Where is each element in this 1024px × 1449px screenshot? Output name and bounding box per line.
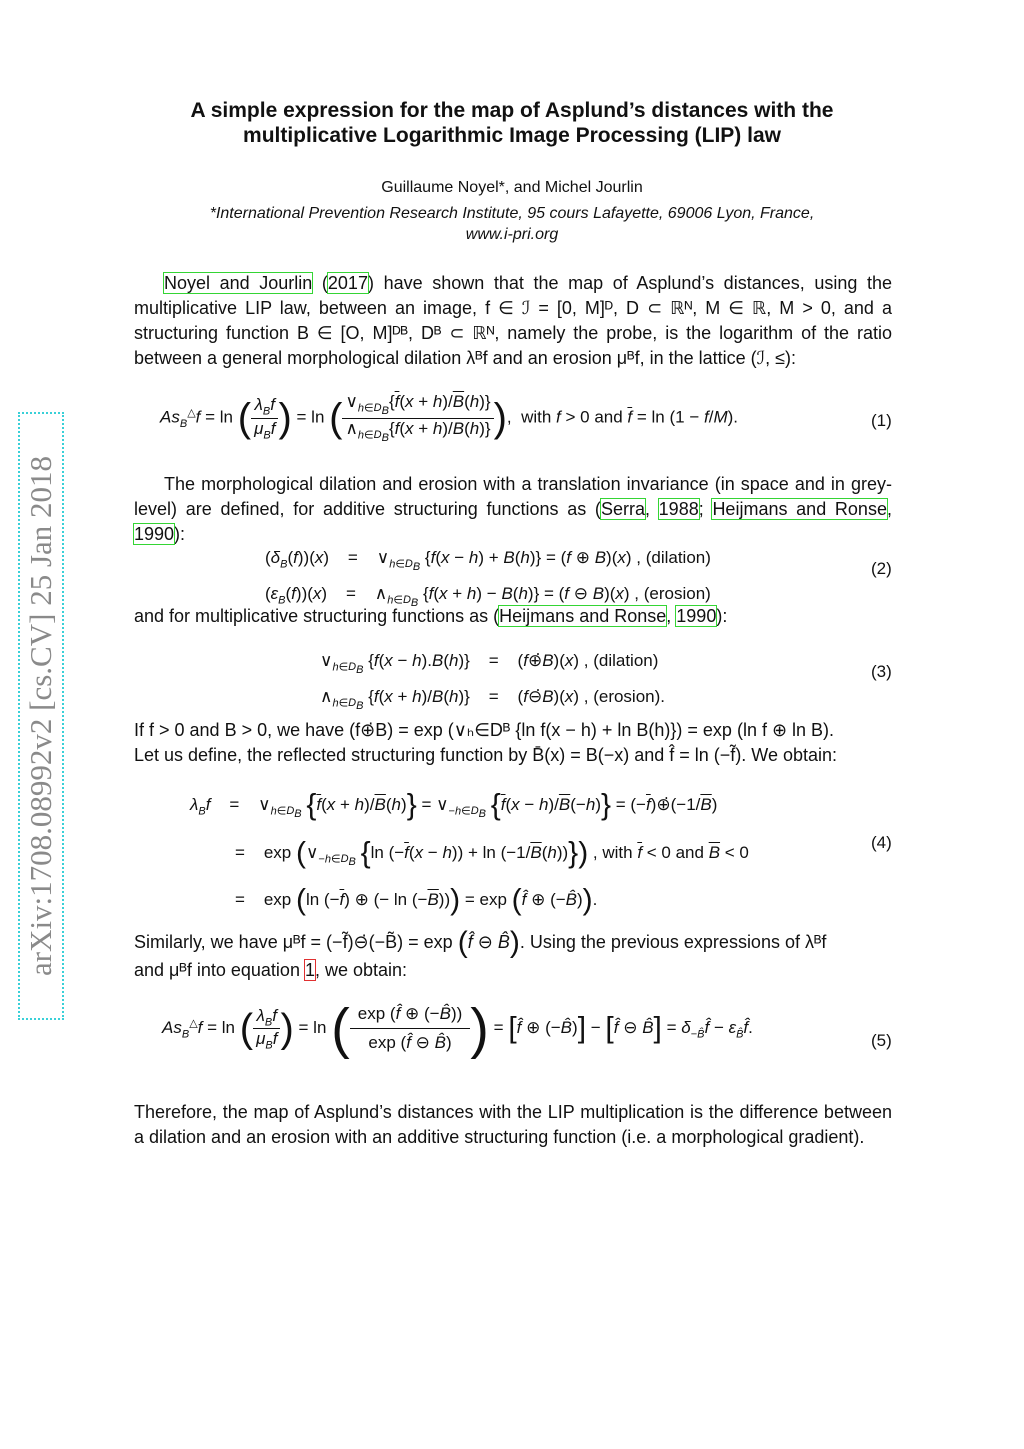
paragraph-multiplicative-text: and for multiplicative structuring functions as (: [134, 606, 500, 626]
paragraph-similarly: Similarly, we have μᴮf = (−f̃)⊖̇(−B̃) = exp (f̂ ⊖ B̂). Using the previous expressions of λᴮf and μᴮf into equation 1, we obtain:: [134, 926, 827, 980]
citation-year-1990[interactable]: 1990: [134, 524, 175, 544]
paper-title: [150, 98, 874, 148]
paragraph-reflected: [134, 718, 892, 768]
equation-2: $(\delta_B(f))(x)$ = $\vee_{h\in D_B}$ {f(x − h) + B(h)} = (f ⊕ B)(x) , (dilation) $(\varepsilon_B(f))(x)$ = $\wedge_{h\in D_B}$ {f(x + h) − B(h)} = (f ⊖ B)(x) , (erosion): [265, 548, 711, 610]
equation-1-link[interactable]: 1: [304, 960, 315, 980]
title-line-1: A simple expression for the map of Asplund’s distances with the: [190, 99, 834, 122]
paragraph-reflected-line-1: If f > 0 and B > 0, we have (f⊕̇B) = exp (∨ₕ∈Dᴮ {ln f(x − h) + ln B(h)}) = exp (ln f ⊕ ln B).: [134, 720, 835, 740]
citation-heijmans-ronse[interactable]: Heijmans and Ronse: [712, 499, 887, 519]
paragraph-intro-text: have shown that the map of Asplund’s distances, using the multiplicative LIP law, between an image, f ∈ ℐ = [0, M]ᴰ, D ⊂ ℝᴺ, M ∈ ℝ, M > 0, and a structuring function B ∈ [O, M]ᴰᴮ, Dᴮ ⊂ ℝᴺ, namely the probe, is the logarithm of the ratio between a general morphological dilation λᴮf and an erosion μᴮf, in the lattice (ℐ, ≤):: [134, 273, 892, 368]
citation-year-1988[interactable]: 1988: [658, 499, 699, 519]
paragraph-similarly-text-a: Similarly, we have μᴮf = (−f̃)⊖̇(−B̃) = exp: [134, 931, 453, 952]
equation-2-number: (2): [871, 559, 892, 578]
paragraph-definitions: The morphological dilation and erosion with a translation invariance (in space and in grey-level) are defined, for additive structuring functions as (Serra, 1988; Heijmans and Ronse, 1990):: [134, 474, 892, 544]
citation-heijmans-ronse-2[interactable]: Heijmans and Ronse: [499, 606, 667, 626]
citation-serra[interactable]: Serra: [600, 499, 645, 519]
affiliation-line-2: www.i-pri.org: [465, 226, 559, 243]
citation-noyel-jourlin[interactable]: Noyel and Jourlin: [164, 273, 313, 293]
equation-5-number: (5): [871, 1031, 892, 1050]
paragraph-similarly-text-c: and μᴮf into equation: [134, 960, 300, 980]
paragraph-similarly-text-d: , we obtain:: [315, 960, 408, 980]
citation-year-1990-2[interactable]: 1990: [676, 606, 717, 626]
equation-3: $\vee_{h\in D_B}$ {f(x − h).B(h)} = (f⊕̇B)(x) , (dilation) $\wedge_{h\in D_B}$ {f(x + h)/B(h)} = (f⊖̇B)(x) , (erosion).: [320, 651, 666, 713]
equation-5: $As_B^\triangle f = \ln$ ( $\frac{\lambda_Bf}{\mu_Bf}$ ) = ln ( $\frac{\exp (f̂ \oplus (-B̂))}{\exp (f̂ ⊖ B̂)}$ ) = [f̂ ⊕ (−B̂)] − [f̂ ⊖ B̂] = $\delta_{-B̂}f̂$ − $\varepsilon_{B̂}f̂$.: [162, 996, 753, 1060]
paragraph-multiplicative: and for multiplicative structuring functions as (Heijmans and Ronse, 1990):: [134, 606, 728, 626]
paragraph-reflected-line-2: Let us define, the reflected structuring function by B̄(x) = B(−x) and f̂ = ln (−f̃). We obtain:: [134, 745, 838, 765]
paragraph-intro: Noyel and Jourlin (2017) have shown that the map of Asplund’s distances, using the multiplicative LIP law, between an image, f ∈ ℐ = [0, M]ᴰ, D ⊂ ℝᴺ, M ∈ ℝ, M > 0, and a structuring function B ∈ [O, M]ᴰᴮ, Dᴮ ⊂ ℝᴺ, namely the probe, is the logarithm of the ratio between a general morphological dilation λᴮf and an erosion μᴮf, in the lattice (ℐ, ≤):: [134, 273, 892, 368]
affiliation: [150, 203, 874, 245]
equation-4-number: (4): [871, 833, 892, 852]
arxiv-side-stamp: [18, 412, 64, 1020]
equation-1: $As_B^\triangle f = \ln$ ( $\frac{\lambda_Bf}{\mu_Bf}$ ) = ln ( $\frac{\vee_{h\in D_B}\{\overline{f}(x + h)/\overline{B}(h)\}}{\wedge_{h\in D_B}\{\overline{f}(x + h)/\overline{B}(h)\}}$ ), with f > 0 and $\overline{f} = \ln (1 - f/M)$.: [160, 392, 739, 445]
equation-4: $\lambda_Bf$ = $\vee_{h\in D_B}$ $\{\overline{f}(x + h)/\overline{B}(h)\}$ = $\vee_{-h\in D_B}$ $\{\overline{f}(x - h)/\overline{B}(-h)\}$ = $(-\overline{f})\opluṡ(-1/\overline{B})$ = $\exp (\vee_{-h\in D_B}$ {ln $(-\overline{f}(x - h)) + \ln (-1/\overline{B}(h))$}) , with $\overline{f} < 0$ and $\overline{B} < 0$ = exp (ln $(-\overline{f})$ ⊕ (− $\ln (-\overline{B}))) = \exp$ (f̂ ⊕ (−B̂)).: [190, 788, 749, 917]
equation-1-number: (1): [871, 411, 892, 430]
paragraph-conclusion: Therefore, the map of Asplund’s distances with the LIP multiplication is the difference between a dilation and an erosion with an additive structuring function (i.e. a morphological gradient).: [134, 1102, 892, 1147]
arxiv-stamp-text: arXiv:1708.08992v2 [cs.CV] 25 Jan 2018: [23, 455, 58, 977]
paragraph-definitions-text: The morphological dilation and erosion with a translation invariance (in space and in grey-level) are defined, for additive structuring functions as (: [134, 474, 892, 519]
paragraph-similarly-text-b: . Using the previous expressions of λᴮf: [519, 931, 827, 952]
citation-year-2017[interactable]: 2017: [327, 273, 368, 293]
affiliation-line-1: *International Prevention Research Institute, 95 cours Lafayette, 69006 Lyon, France,: [209, 205, 815, 222]
authors: Guillaume Noyel*, and Michel Jourlin: [381, 179, 643, 196]
title-line-2: multiplicative Logarithmic Image Processing (LIP) law: [243, 124, 781, 147]
equation-3-number: (3): [871, 662, 892, 681]
